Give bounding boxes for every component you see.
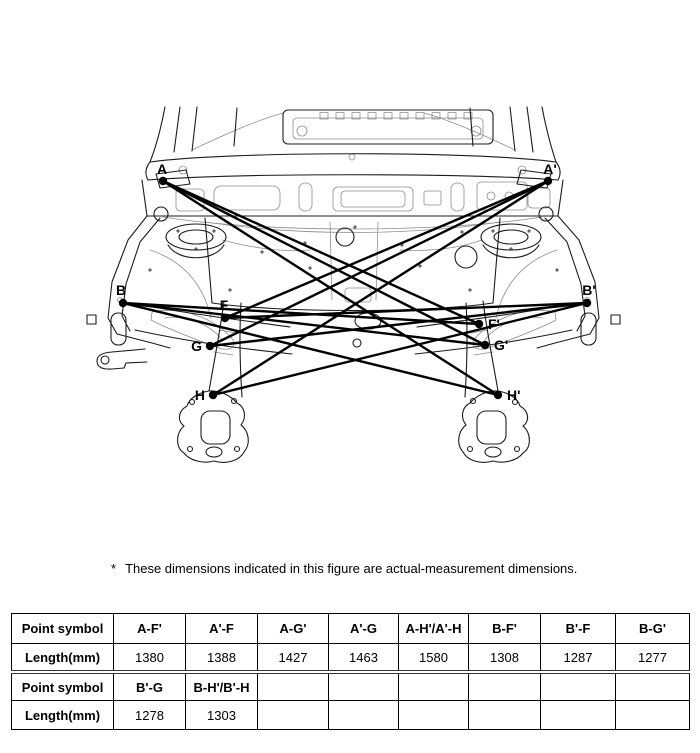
table-cell: A-H'/A'-H xyxy=(399,614,469,644)
table-cell: B-G' xyxy=(616,614,690,644)
table-cell xyxy=(329,701,399,730)
measurement-line-B-H' xyxy=(123,303,498,395)
table-cell: 1427 xyxy=(258,644,329,673)
table-cell xyxy=(616,701,690,730)
note-asterisk: * xyxy=(111,561,117,576)
header-cell: Length(mm) xyxy=(12,644,114,673)
point-label-B: B xyxy=(115,282,127,298)
measurement-point-G xyxy=(206,342,214,350)
table-cell xyxy=(469,701,541,730)
header-cell: Point symbol xyxy=(12,614,114,644)
point-label-G: G xyxy=(191,338,202,354)
header-cell: Point symbol xyxy=(12,672,114,701)
measurement-line-A-F' xyxy=(163,181,479,324)
table-cell xyxy=(541,701,616,730)
measurement-point-G' xyxy=(481,341,489,349)
table-row-length-2 xyxy=(12,701,690,730)
table-cell: 1277 xyxy=(616,644,690,673)
table-row-length-1 xyxy=(12,644,690,673)
point-label-H: H xyxy=(194,387,205,403)
point-label-F': F' xyxy=(488,316,500,332)
table-cell: 1580 xyxy=(399,644,469,673)
measurement-point-A' xyxy=(544,177,552,185)
table-cell xyxy=(258,672,329,701)
table-cell xyxy=(399,672,469,701)
point-label-B': B' xyxy=(582,282,596,298)
point-label-G': G' xyxy=(494,337,509,353)
table-cell xyxy=(469,672,541,701)
table-cell xyxy=(541,672,616,701)
table-cell: A'-G xyxy=(329,614,399,644)
table-cell xyxy=(616,672,690,701)
measurement-point-A xyxy=(159,177,167,185)
table-cell: 1308 xyxy=(469,644,541,673)
table-row-point-symbol-1 xyxy=(12,614,690,644)
table-cell: B'-F xyxy=(541,614,616,644)
measurement-point-F xyxy=(221,314,229,322)
table-cell: A-F' xyxy=(114,614,186,644)
table-cell: 1287 xyxy=(541,644,616,673)
table-cell: 1278 xyxy=(114,701,186,730)
note-text: These dimensions indicated in this figure are actual-measurement dimensions. xyxy=(125,561,578,576)
header-cell: Length(mm) xyxy=(12,701,114,730)
table-cell: B'-G xyxy=(114,672,186,701)
table-cell xyxy=(399,701,469,730)
table-cell: B-F' xyxy=(469,614,541,644)
table-cell xyxy=(258,701,329,730)
table-row-point-symbol-2 xyxy=(12,672,690,701)
point-label-H': H' xyxy=(507,387,521,403)
measurement-point-F' xyxy=(475,320,483,328)
point-label-A: A xyxy=(156,161,168,177)
point-label-F: F xyxy=(219,297,229,313)
figure-note xyxy=(111,561,577,576)
measurement-point-B xyxy=(119,299,127,307)
table-cell: B-H'/B'-H xyxy=(186,672,258,701)
table-cell: 1303 xyxy=(186,701,258,730)
point-label-A': A' xyxy=(543,161,557,177)
table-cell: 1380 xyxy=(114,644,186,673)
measurement-point-H' xyxy=(494,391,502,399)
table-cell: 1388 xyxy=(186,644,258,673)
table-cell: 1463 xyxy=(329,644,399,673)
measurement-overlay xyxy=(116,161,596,403)
measurement-point-H xyxy=(209,391,217,399)
table-cell: A'-F xyxy=(186,614,258,644)
dimensions-table xyxy=(11,613,690,730)
measurement-line-A'-H xyxy=(213,181,548,395)
measurement-point-B' xyxy=(583,299,591,307)
table-cell xyxy=(329,672,399,701)
table-cell: A-G' xyxy=(258,614,329,644)
